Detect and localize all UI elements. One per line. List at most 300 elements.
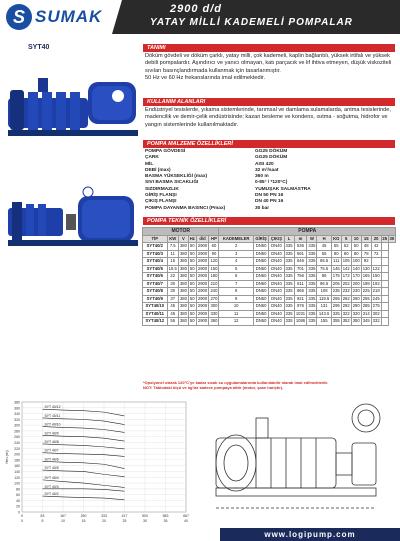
y-tick-label: 140 bbox=[14, 469, 20, 474]
y-tick-label: 200 bbox=[14, 452, 20, 457]
table-cell: 285 bbox=[362, 303, 370, 308]
table-column-header: 25 bbox=[382, 235, 388, 241]
table-cell: DN50 bbox=[253, 288, 269, 296]
table-body bbox=[143, 243, 396, 326]
spec-value: 360 m bbox=[255, 174, 269, 180]
x-tick-label-secondary: 20 bbox=[102, 519, 106, 523]
x-tick-label-secondary: 30 bbox=[143, 519, 147, 523]
table-cell: 50 bbox=[189, 280, 195, 286]
table-cell: DN40 bbox=[269, 310, 284, 318]
table-column-header: HP bbox=[209, 235, 219, 243]
table-cell: 42 bbox=[371, 243, 381, 251]
group-pompa: POMPA bbox=[219, 228, 396, 236]
table-cell: 265 bbox=[332, 295, 340, 301]
footer-url[interactable]: www.logipump.com bbox=[220, 528, 400, 541]
section-heading-tanimi: TANIMI bbox=[143, 44, 395, 52]
table-column-header: 5 bbox=[341, 235, 351, 243]
table-cell: 105 bbox=[342, 258, 350, 263]
table-cell: 2900 bbox=[197, 273, 208, 278]
table-cell: SYT40/6 bbox=[143, 273, 168, 281]
table-cell: 18.5 bbox=[168, 265, 177, 271]
table-cell: 270 bbox=[210, 295, 218, 301]
table-cell: DN50 bbox=[253, 318, 269, 326]
spec-row bbox=[145, 206, 345, 212]
table-cell: 335 bbox=[308, 288, 316, 293]
table-cell: 335 bbox=[308, 280, 316, 286]
series-label: SYT 40/9 bbox=[44, 431, 59, 436]
table-column-header: 20 bbox=[371, 235, 381, 243]
table-cell: 335 bbox=[308, 310, 316, 316]
header bbox=[0, 0, 400, 34]
table-cell: 111 bbox=[333, 258, 340, 263]
table-cell: 811 bbox=[294, 280, 307, 288]
x-tick-label-secondary: 5 bbox=[41, 519, 44, 523]
section-heading-kullanim: KULLANIM ALANLARI bbox=[143, 98, 395, 106]
table-cell: 50 bbox=[189, 310, 195, 316]
table-cell: 50 bbox=[189, 288, 195, 293]
y-tick-label: 100 bbox=[14, 481, 20, 486]
y-tick-label: 40 bbox=[16, 498, 20, 503]
table-cell: 2900 bbox=[197, 265, 208, 271]
table-cell: SYT40/12 bbox=[143, 318, 168, 326]
table-column-header: ÇIKIŞ bbox=[269, 235, 284, 243]
table-cell: 52 bbox=[341, 243, 351, 251]
table-cell: DN40 bbox=[269, 273, 284, 281]
series-label: SYT 40/10 bbox=[44, 422, 61, 427]
table-cell: 380 bbox=[179, 273, 187, 278]
table-row bbox=[143, 303, 396, 311]
table-cell: 5 bbox=[219, 265, 253, 273]
table-row bbox=[143, 310, 396, 318]
table-cell: 4 bbox=[219, 258, 253, 266]
table-cell: 380 bbox=[179, 310, 187, 316]
spec-key: SIVI BASMA SICAKLIĞI bbox=[145, 180, 199, 186]
spec-value: AISI 420 bbox=[255, 161, 274, 167]
table-cell: 300 bbox=[210, 303, 218, 308]
table-cell: 192 bbox=[372, 280, 380, 286]
table-cell: 150 bbox=[372, 273, 380, 278]
table-cell: 335 bbox=[285, 303, 293, 308]
table-cell: 380 bbox=[179, 243, 187, 248]
table-cell: 72 bbox=[371, 250, 381, 258]
table-cell: 198 bbox=[362, 280, 370, 286]
y-tick-label: 80 bbox=[16, 487, 20, 492]
table-cell: 2900 bbox=[197, 295, 208, 301]
table-row bbox=[143, 295, 396, 303]
table-cell: 145 bbox=[332, 265, 340, 271]
series-label: SYT 40/11 bbox=[44, 413, 61, 418]
table-cell: 170 bbox=[352, 273, 360, 278]
table-cell: 335 bbox=[308, 295, 316, 301]
y-tick-label: 300 bbox=[14, 423, 20, 428]
table-row bbox=[143, 273, 396, 281]
table-cell: 260 bbox=[352, 295, 360, 301]
section-heading-malzeme: POMPA MALZEME ÖZELLİKLERİ bbox=[143, 140, 395, 148]
y-tick-label: 20 bbox=[16, 504, 20, 509]
table-column-header: KADEMELER bbox=[219, 235, 253, 243]
table-cell: 380 bbox=[179, 303, 187, 308]
y-tick-label: 220 bbox=[14, 446, 20, 451]
table-cell: 325 bbox=[332, 310, 340, 316]
spec-value: 0-85° / *120°C) bbox=[255, 180, 288, 186]
series-label: SYT 40/12 bbox=[44, 405, 61, 410]
spec-value: GG25 DÖKÜM bbox=[255, 155, 288, 161]
table-column-header: d/d bbox=[196, 235, 209, 243]
table-cell: 50 bbox=[189, 258, 195, 263]
spec-value: 30 bar bbox=[255, 205, 270, 211]
notes bbox=[143, 380, 397, 390]
table-cell: DN50 bbox=[253, 295, 269, 303]
table-cell: SYT40/10 bbox=[143, 303, 168, 311]
table-row bbox=[143, 243, 396, 251]
x-tick-label: 667 bbox=[183, 514, 189, 518]
spec-key: BASMA YÜKSEKLİĞİ (max) bbox=[145, 174, 208, 180]
x-tick-label: 333 bbox=[101, 514, 107, 518]
table-column-header: V bbox=[178, 235, 188, 243]
table-cell: 335 bbox=[285, 258, 293, 263]
table-cell: 350 bbox=[352, 318, 360, 323]
title-product: YATAY MİLLİ KADEMELİ POMPALAR bbox=[150, 17, 353, 28]
table-group-row bbox=[143, 228, 396, 236]
table-cell: 335 bbox=[308, 303, 316, 308]
section-text-kullanim: Endüstriyel tesislerde, yıkama sistemlerinde, tarımsal ve damlama sulamalarda, antma tesislerinde, madencilik ve demir-çelik endüstrisinde; kazan besleme ve kondens, ısıtma - soğutma, hidrofor ve yangın sistemlerinde kullanılmaktadır. bbox=[145, 107, 391, 128]
table-cell: 130 bbox=[362, 265, 370, 271]
table-cell: SYT40/4 bbox=[143, 258, 168, 266]
table-cell: 65.5 bbox=[317, 258, 331, 266]
table-cell: DN40 bbox=[269, 243, 284, 251]
table-cell: DN50 bbox=[253, 310, 269, 318]
table-cell: 140 bbox=[352, 265, 360, 271]
table-cell: 345 bbox=[362, 318, 370, 323]
table-column-header: H bbox=[317, 235, 331, 243]
table-cell: 15 bbox=[167, 258, 178, 266]
spec-value: YUMUŞAK SALMASTRA bbox=[255, 186, 311, 192]
table-column-header: KW bbox=[167, 235, 178, 243]
spec-key: GİRİŞ FLANŞI bbox=[145, 193, 177, 199]
table-cell: 143.5 bbox=[318, 310, 330, 316]
spec-value: GG25 DÖKÜM bbox=[255, 149, 288, 154]
table-cell: DN50 bbox=[253, 243, 269, 251]
x-tick-label: 167 bbox=[60, 514, 66, 518]
table-cell: 50 bbox=[351, 243, 361, 251]
table-cell bbox=[381, 250, 388, 258]
table-cell: 921 bbox=[294, 295, 307, 303]
table-cell: 380 bbox=[179, 258, 187, 263]
spec-key: MİL bbox=[145, 161, 154, 167]
table-cell: DN40 bbox=[269, 258, 284, 266]
x-tick-label: 83 bbox=[40, 514, 45, 518]
table-cell: DN40 bbox=[269, 250, 284, 258]
table-cell: 322 bbox=[342, 310, 350, 316]
y-tick-label: 260 bbox=[14, 435, 20, 440]
table-cell: 235 bbox=[332, 288, 340, 293]
series-label: SYT 40/6 bbox=[44, 457, 59, 462]
table-cell: SYT40/3 bbox=[143, 250, 168, 258]
table-cell: SYT40/9 bbox=[143, 295, 168, 303]
table-cell: 205 bbox=[332, 280, 340, 286]
table-column-header: m bbox=[294, 235, 307, 243]
table-cell: 6 bbox=[219, 273, 253, 281]
table-cell: 302 bbox=[372, 310, 380, 316]
table-cell: 335 bbox=[285, 310, 293, 316]
note-line-1: *Opsiyonel olarak 120°C'ye kadar sıcak su uygulamalarında kullanılabilir olarak imal edilmektedir. bbox=[143, 380, 329, 385]
spec-key: DEBİ (max) bbox=[145, 167, 171, 173]
y-axis-label: Hm (m) bbox=[4, 450, 9, 464]
table-cell: 7.5 bbox=[167, 243, 178, 251]
table-cell bbox=[381, 273, 388, 281]
table-cell: 314 bbox=[362, 310, 370, 316]
table-column-header: 15 bbox=[361, 235, 371, 243]
table-cell: 2900 bbox=[197, 303, 208, 308]
table-cell bbox=[381, 243, 388, 251]
table-cell: 756 bbox=[294, 273, 307, 281]
x-tick-label-secondary: 15 bbox=[81, 519, 86, 523]
table-cell: 2900 bbox=[197, 243, 208, 248]
y-tick-label: 120 bbox=[14, 475, 20, 480]
table-cell: 131 bbox=[317, 303, 331, 311]
table-cell: 37 bbox=[167, 295, 178, 303]
section-text-tanimi bbox=[145, 53, 397, 82]
spec-key: POMPA DAYANMA BASINCI (Pmax) bbox=[145, 205, 226, 211]
table-cell: 210 bbox=[210, 280, 218, 286]
table-column-header: TİP bbox=[143, 235, 168, 243]
table-cell: 7 bbox=[219, 280, 253, 288]
table-cell bbox=[381, 303, 388, 311]
table-cell: 10 bbox=[219, 303, 253, 311]
table-cell bbox=[381, 318, 388, 326]
series-label: SYT 40/8 bbox=[44, 439, 59, 444]
table-column-header: L bbox=[284, 235, 294, 243]
table-cell: 96.5 bbox=[317, 280, 331, 288]
y-tick-label: 240 bbox=[14, 441, 20, 446]
table-cell: 50 bbox=[189, 318, 195, 323]
series-label: SYT 40/3 bbox=[44, 484, 59, 489]
brand-mark-icon: S bbox=[6, 4, 32, 30]
pump-photo-top bbox=[8, 54, 140, 150]
table-cell: 335 bbox=[308, 265, 316, 271]
table-cell: 200 bbox=[352, 280, 360, 286]
table-cell bbox=[381, 280, 388, 288]
table-column-header: 30 bbox=[389, 235, 395, 241]
y-tick-label: 280 bbox=[14, 429, 20, 434]
table-cell: 50 bbox=[189, 243, 195, 248]
table-cell: 380 bbox=[179, 318, 187, 323]
table-cell: DN50 bbox=[253, 265, 269, 273]
spec-key: SIZDIRMAZLIK bbox=[145, 186, 179, 192]
table-cell: 86 bbox=[317, 273, 331, 281]
table-cell: 332 bbox=[372, 318, 380, 323]
table-cell: 2900 bbox=[197, 318, 208, 323]
table-row bbox=[143, 280, 396, 288]
table-cell: 295 bbox=[332, 303, 340, 308]
table-cell: 80 bbox=[341, 250, 351, 258]
x-tick-label: 250 bbox=[80, 514, 87, 518]
x-tick-label-secondary: 10 bbox=[61, 519, 65, 523]
table-cell bbox=[381, 288, 388, 296]
table-cell: SYT40/8 bbox=[143, 288, 168, 296]
table-cell: 165 bbox=[362, 273, 370, 278]
model-label: SYT40 bbox=[28, 44, 50, 51]
table-cell: 80 bbox=[331, 250, 341, 258]
table-cell: 335 bbox=[308, 243, 316, 248]
table-cell: 335 bbox=[308, 258, 316, 263]
table-cell bbox=[381, 295, 388, 303]
table-cell: SYT40/11 bbox=[143, 310, 168, 318]
table-cell: 11 bbox=[167, 250, 178, 258]
table-cell: 2900 bbox=[197, 280, 208, 286]
table-cell: DN40 bbox=[269, 280, 284, 288]
table-cell: DN50 bbox=[253, 250, 269, 258]
table-cell: 335 bbox=[308, 318, 316, 323]
table-cell: 275 bbox=[372, 303, 380, 308]
table-cell bbox=[381, 310, 388, 318]
table-cell: 9 bbox=[219, 295, 253, 303]
table-cell: 380 bbox=[179, 280, 187, 286]
table-cell: 172 bbox=[342, 273, 350, 278]
table-cell: 2900 bbox=[197, 250, 208, 256]
table-row bbox=[143, 258, 396, 266]
table-cell: 155 bbox=[317, 318, 331, 326]
table-cell bbox=[371, 258, 381, 266]
table-cell: 335 bbox=[285, 250, 293, 256]
table-cell: 50 bbox=[189, 265, 195, 271]
y-tick-label: 180 bbox=[14, 458, 20, 463]
table-cell: DN50 bbox=[253, 280, 269, 288]
table-cell: DN50 bbox=[253, 273, 269, 281]
table-cell: 2900 bbox=[197, 288, 208, 293]
table-cell: 290 bbox=[352, 303, 360, 308]
y-tick-label: 380 bbox=[14, 400, 20, 405]
table-cell bbox=[381, 258, 388, 266]
table-cell: 12 bbox=[219, 318, 253, 326]
table-cell: DN40 bbox=[269, 295, 284, 303]
table-cell: 45 bbox=[167, 310, 178, 318]
material-spec-list bbox=[145, 149, 345, 212]
table-cell: 11 bbox=[219, 310, 253, 318]
table-cell: 30 bbox=[167, 280, 178, 288]
table-cell: 2 bbox=[219, 243, 253, 251]
table-cell: 142 bbox=[342, 265, 350, 271]
table-cell: 245 bbox=[372, 295, 380, 301]
table-cell: 262 bbox=[342, 295, 350, 301]
table-cell: DN50 bbox=[253, 258, 269, 266]
table-cell: 8 bbox=[219, 288, 253, 296]
tanimi-text: Döküm gövdeli ve döküm çarklı, yatay milli, çok kademeli, kaplin bağlantılı, yüksek irtifalı ve yüksek debili pompalardır. Aşındırıcı ve yanıcı olmayan, katı parçacık ve lif ihtiva etmeyen, düşük viskoziteli sıvıları basınçlandırmada kullanmak için tasarlanmıştır. bbox=[145, 53, 392, 74]
table-cell: 75.5 bbox=[317, 265, 331, 273]
table-cell: 335 bbox=[308, 273, 316, 278]
table-cell: 100 bbox=[352, 258, 360, 263]
table-cell: 1086 bbox=[295, 318, 306, 323]
spec-value: DN 40 PN 16 bbox=[255, 199, 284, 205]
table-cell: 380 bbox=[179, 250, 187, 256]
table-column-header: Hz bbox=[189, 235, 195, 241]
table-cell: 335 bbox=[285, 295, 293, 301]
table-cell: 240 bbox=[210, 288, 218, 293]
spec-value: 32 m³/saat bbox=[255, 167, 279, 173]
table-cell: 320 bbox=[352, 310, 360, 316]
table-cell: 646 bbox=[294, 258, 307, 266]
table-cell: 335 bbox=[285, 318, 293, 323]
table-column-header: GİRİŞ bbox=[253, 235, 269, 243]
y-tick-label: 160 bbox=[14, 464, 20, 469]
table-cell: 360 bbox=[210, 318, 218, 323]
table-cell: 80 bbox=[351, 250, 361, 258]
table-cell: 50 bbox=[189, 295, 195, 301]
table-cell: 202 bbox=[342, 280, 350, 286]
table-cell: 120 bbox=[210, 258, 218, 263]
table-cell: 50 bbox=[189, 250, 195, 256]
table-cell: 2900 bbox=[197, 310, 208, 316]
table-cell: 232 bbox=[342, 288, 350, 293]
table-cell: 335 bbox=[285, 288, 293, 293]
table-cell: 701 bbox=[294, 265, 307, 273]
table-cell: 380 bbox=[179, 295, 187, 301]
table-cell: 55 bbox=[167, 318, 178, 326]
table-cell: 218 bbox=[372, 288, 380, 293]
table-cell: 355 bbox=[332, 318, 340, 323]
table-cell: 330 bbox=[210, 310, 218, 316]
table-cell: 55 bbox=[317, 250, 331, 258]
group-motor: MOTOR bbox=[143, 228, 219, 236]
x-tick-label-secondary: 0 bbox=[21, 519, 23, 523]
y-tick-label: 360 bbox=[14, 406, 20, 411]
table-cell: 255 bbox=[362, 295, 370, 301]
x-tick-label: 0 bbox=[21, 514, 23, 518]
table-cell: 60 bbox=[209, 243, 219, 251]
table-cell: DN40 bbox=[269, 303, 284, 311]
table-cell: 119.5 bbox=[317, 295, 331, 303]
table-cell: DN40 bbox=[269, 288, 284, 296]
table-row bbox=[143, 318, 396, 326]
spec-value: DN 50 PN 16 bbox=[255, 193, 284, 199]
table-cell: 50 bbox=[189, 303, 195, 308]
table-cell: 122 bbox=[372, 265, 380, 271]
table-column-header: 10 bbox=[351, 235, 361, 243]
table-cell: 352 bbox=[342, 318, 350, 323]
series-label: SYT 40/4 bbox=[44, 475, 59, 480]
spec-key: ÇIKIŞ FLANŞI bbox=[145, 199, 177, 205]
x-tick-label: 500 bbox=[142, 514, 148, 518]
table-cell: 335 bbox=[308, 250, 316, 256]
x-tick-label-secondary: 35 bbox=[163, 519, 168, 523]
table-cell: 335 bbox=[285, 280, 293, 286]
x-tick-label-secondary: 40 bbox=[184, 519, 188, 523]
series-label: SYT 40/2 bbox=[44, 492, 59, 497]
table-column-header: KG bbox=[333, 235, 340, 241]
title-speed: 2900 d/d bbox=[170, 3, 223, 15]
series-label: SYT 40/5 bbox=[44, 466, 59, 471]
table-row bbox=[143, 288, 396, 296]
table-cell: 30 bbox=[167, 288, 178, 296]
table-cell: 2900 bbox=[197, 258, 208, 263]
table-cell: 3 bbox=[219, 250, 253, 258]
table-cell: 48 bbox=[361, 243, 371, 251]
table-cell: 380 bbox=[179, 288, 187, 293]
table-column-header: W bbox=[307, 235, 317, 243]
table-cell: 90 bbox=[209, 250, 219, 258]
table-cell: 591 bbox=[294, 250, 307, 258]
note-line-2: NOT: Tablodaki ölçü ve kg'lar sadece pompaya aittir (motor, şase hariçtir). bbox=[143, 385, 284, 390]
table-cell: 536 bbox=[294, 243, 307, 251]
table-row bbox=[143, 250, 396, 258]
table-cell: SYT40/2 bbox=[143, 243, 168, 251]
table-cell: 92 bbox=[361, 258, 371, 266]
table-cell: 180 bbox=[210, 273, 218, 278]
brand-logo bbox=[6, 3, 106, 31]
table-cell: DN40 bbox=[269, 265, 284, 273]
table-cell: SYT40/7 bbox=[143, 280, 168, 288]
table-cell: 225 bbox=[362, 288, 370, 293]
